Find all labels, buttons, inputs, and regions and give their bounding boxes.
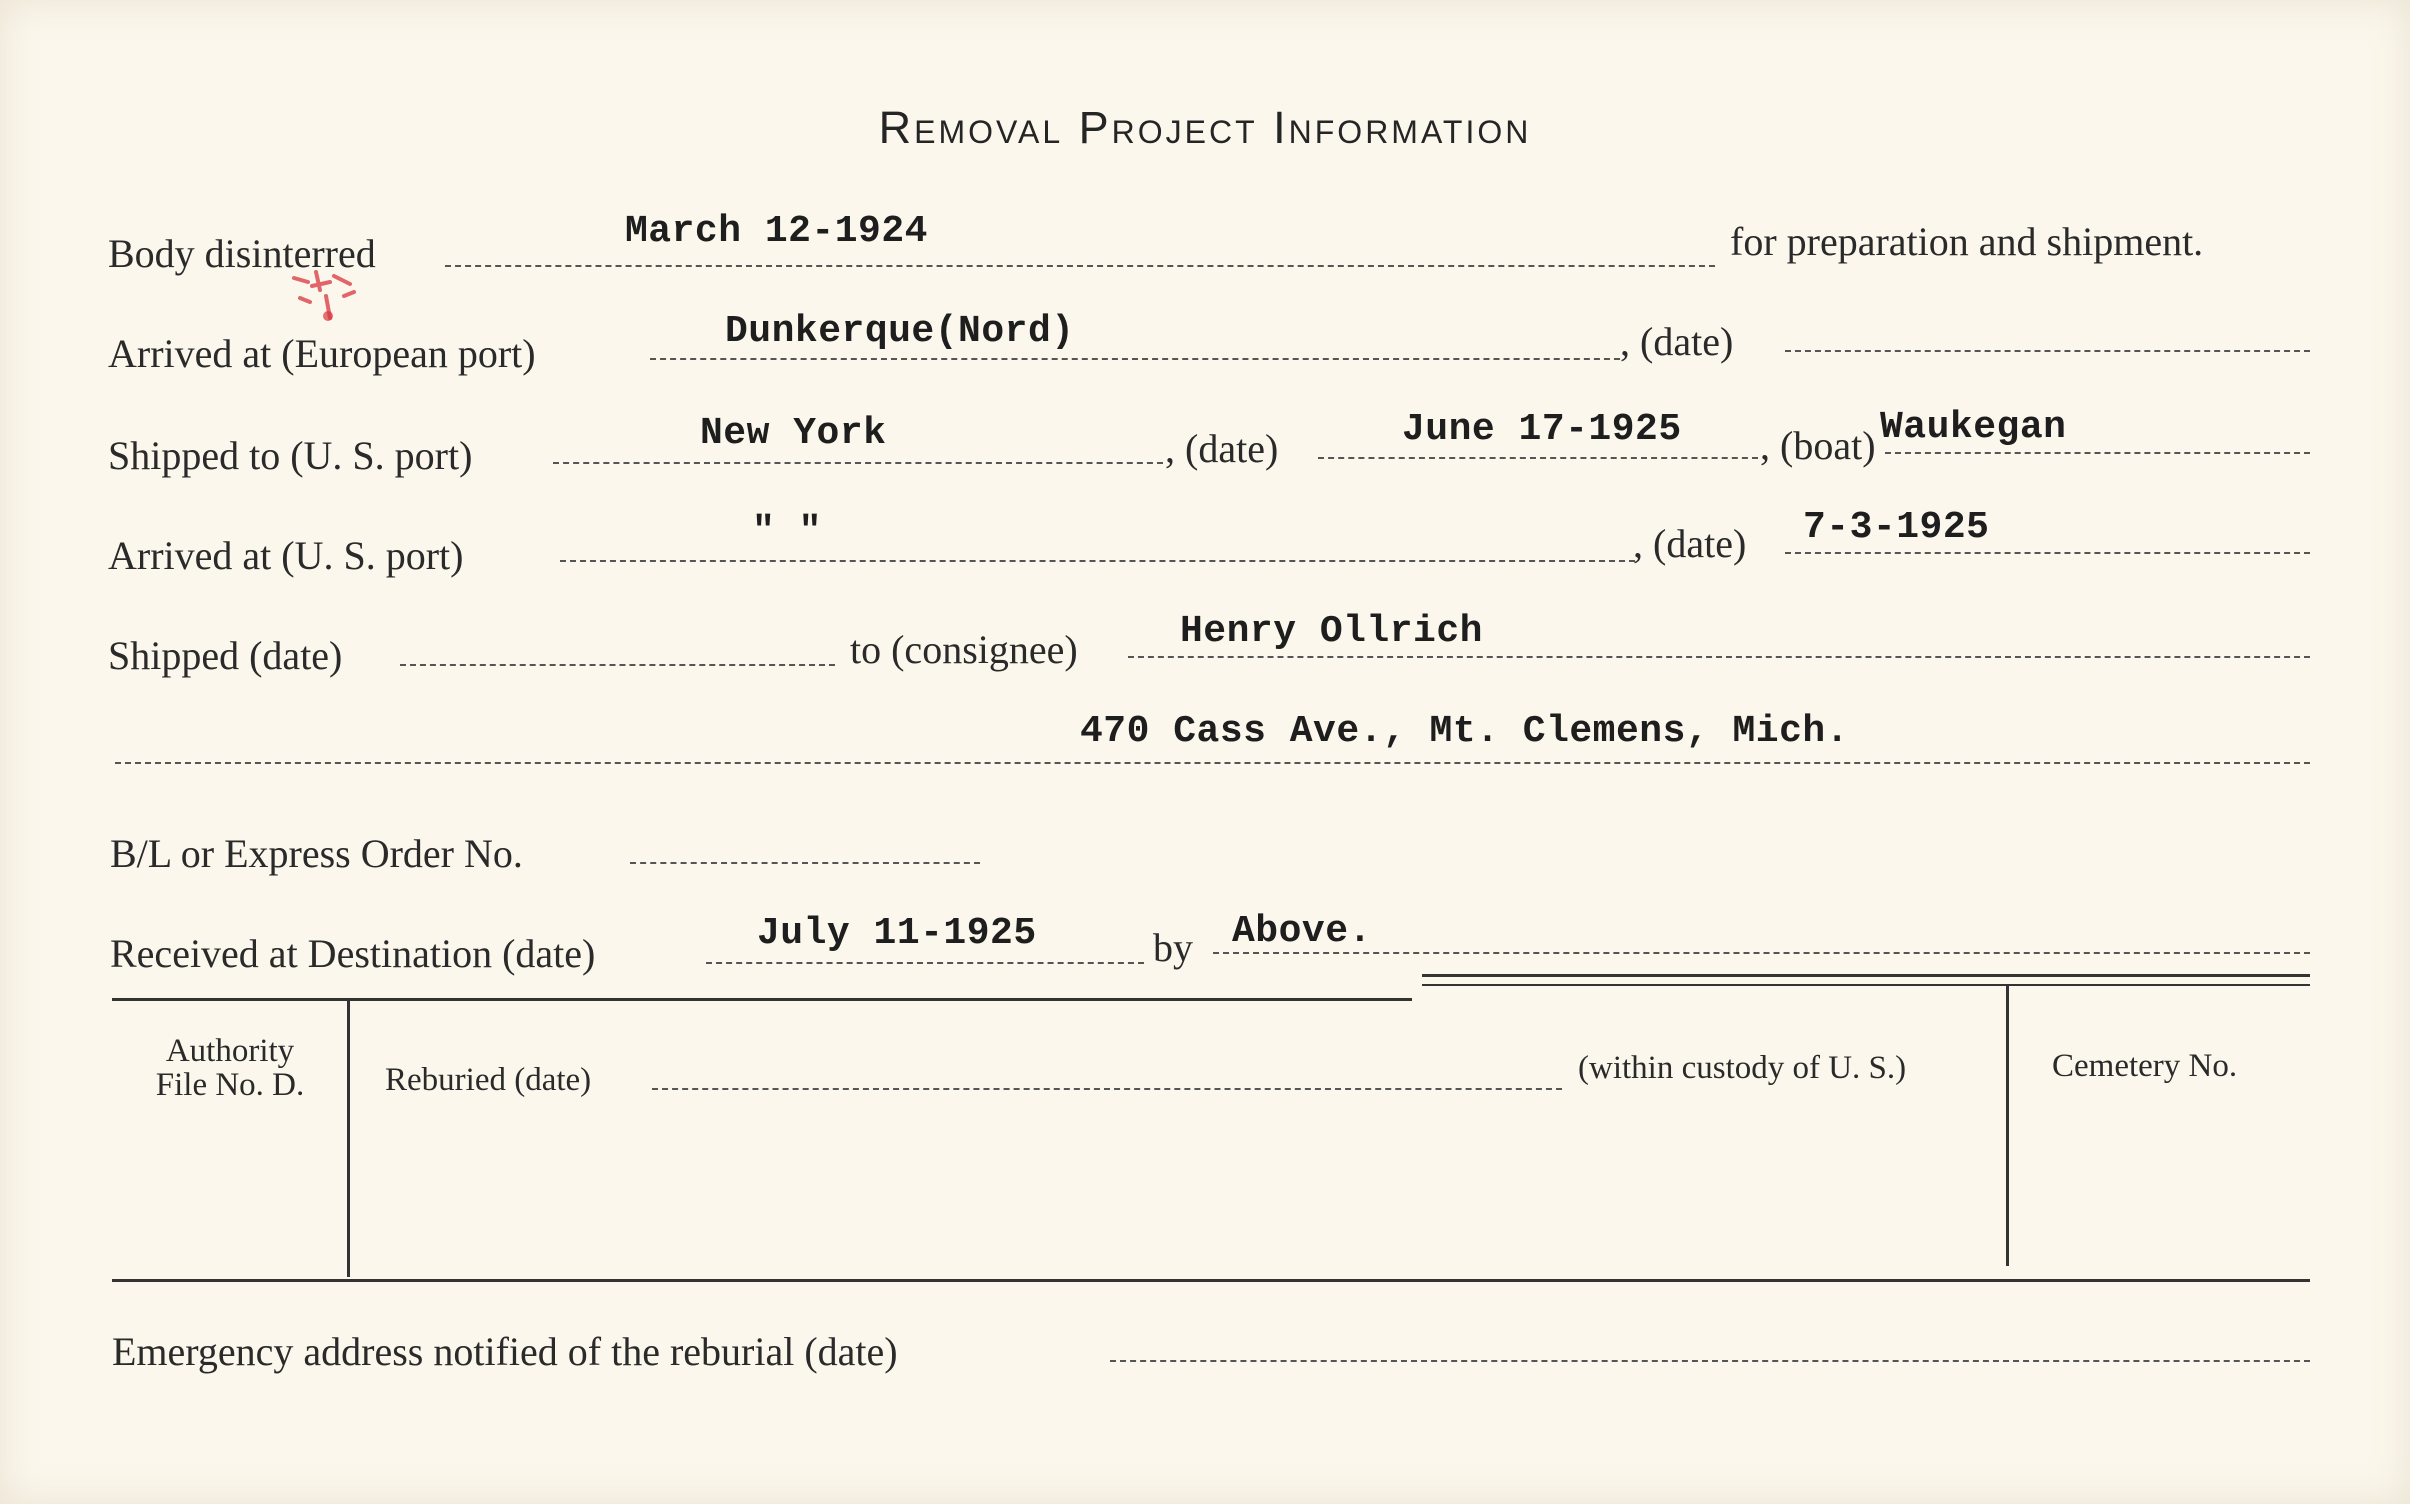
consignee-address-value: 470 Cass Ave., Mt. Clemens, Mich. — [1080, 710, 1850, 753]
european-port-date-label: , (date) — [1620, 319, 1734, 364]
box-divider-right — [2006, 986, 2009, 1266]
box-divider-left — [347, 1000, 350, 1277]
us-port-arrived-value: " " — [752, 510, 822, 553]
body-disinterred-value: March 12-1924 — [625, 210, 928, 253]
us-port-arrived-date-label: , (date) — [1633, 521, 1747, 566]
preparation-shipment-text: for preparation and shipment. — [1730, 219, 2204, 264]
received-by-label: by — [1153, 925, 1193, 970]
reburied-line — [652, 1088, 1562, 1090]
received-date-line — [706, 962, 1144, 964]
european-port-date-line — [1785, 350, 2310, 352]
shipped-date-label: Shipped (date) — [108, 633, 343, 678]
body-disinterred-line — [445, 265, 1715, 267]
authority-file-label — [120, 1034, 340, 1102]
received-by-line — [1213, 952, 2310, 954]
reburied-label: Reburied (date) — [385, 1062, 592, 1098]
body-disinterred-label: Body disinterred — [108, 231, 376, 276]
received-by-value: Above. — [1232, 910, 1372, 953]
received-label: Received at Destination (date) — [110, 931, 596, 976]
us-port-arrived-date-value: 7-3-1925 — [1803, 506, 1990, 549]
box-bottom-rule — [112, 1279, 2310, 1282]
us-port-shipped-value: New York — [700, 412, 887, 455]
emergency-address-label: Emergency address notified of the reburial (date) — [112, 1329, 898, 1374]
box-top-rule-left — [112, 998, 1412, 1001]
us-port-shipped-date-value: June 17-1925 — [1402, 408, 1682, 451]
us-port-shipped-label: Shipped to (U. S. port) — [108, 433, 473, 478]
bl-order-label: B/L or Express Order No. — [110, 831, 523, 876]
custody-label: (within custody of U. S.) — [1578, 1050, 1907, 1086]
us-port-shipped-date-line — [1318, 457, 1758, 459]
us-port-shipped-line — [553, 462, 1163, 464]
european-port-value: Dunkerque(Nord) — [725, 310, 1075, 353]
card-title: Removal Project Information — [878, 102, 1532, 153]
shipped-date-line — [400, 664, 835, 666]
authority-label-line2: File No. D. — [155, 1067, 305, 1103]
european-port-line — [650, 358, 1620, 360]
boat-label: , (boat) — [1760, 423, 1876, 468]
boat-line — [1885, 452, 2310, 454]
consignee-line — [1128, 656, 2310, 658]
received-date-value: July 11-1925 — [757, 912, 1037, 955]
box-top-rule-right — [1422, 974, 2310, 977]
us-port-arrived-date-line — [1785, 552, 2310, 554]
authority-label-line1: Authority — [165, 1033, 295, 1069]
consignee-value: Henry Ollrich — [1180, 610, 1483, 653]
cemetery-no-label: Cemetery No. — [2052, 1048, 2238, 1084]
emergency-address-line — [1110, 1360, 2310, 1362]
us-port-arrived-label: Arrived at (U. S. port) — [108, 533, 464, 578]
bl-order-line — [630, 862, 980, 864]
boat-value: Waukegan — [1880, 406, 2067, 449]
address-line — [115, 762, 2310, 764]
us-port-shipped-date-label: , (date) — [1165, 426, 1279, 471]
us-port-arrived-line — [560, 560, 1635, 562]
box-top-rule-right-double — [1422, 984, 2310, 986]
consignee-label: to (consignee) — [850, 627, 1078, 672]
european-port-label: Arrived at (European port) — [108, 331, 536, 376]
